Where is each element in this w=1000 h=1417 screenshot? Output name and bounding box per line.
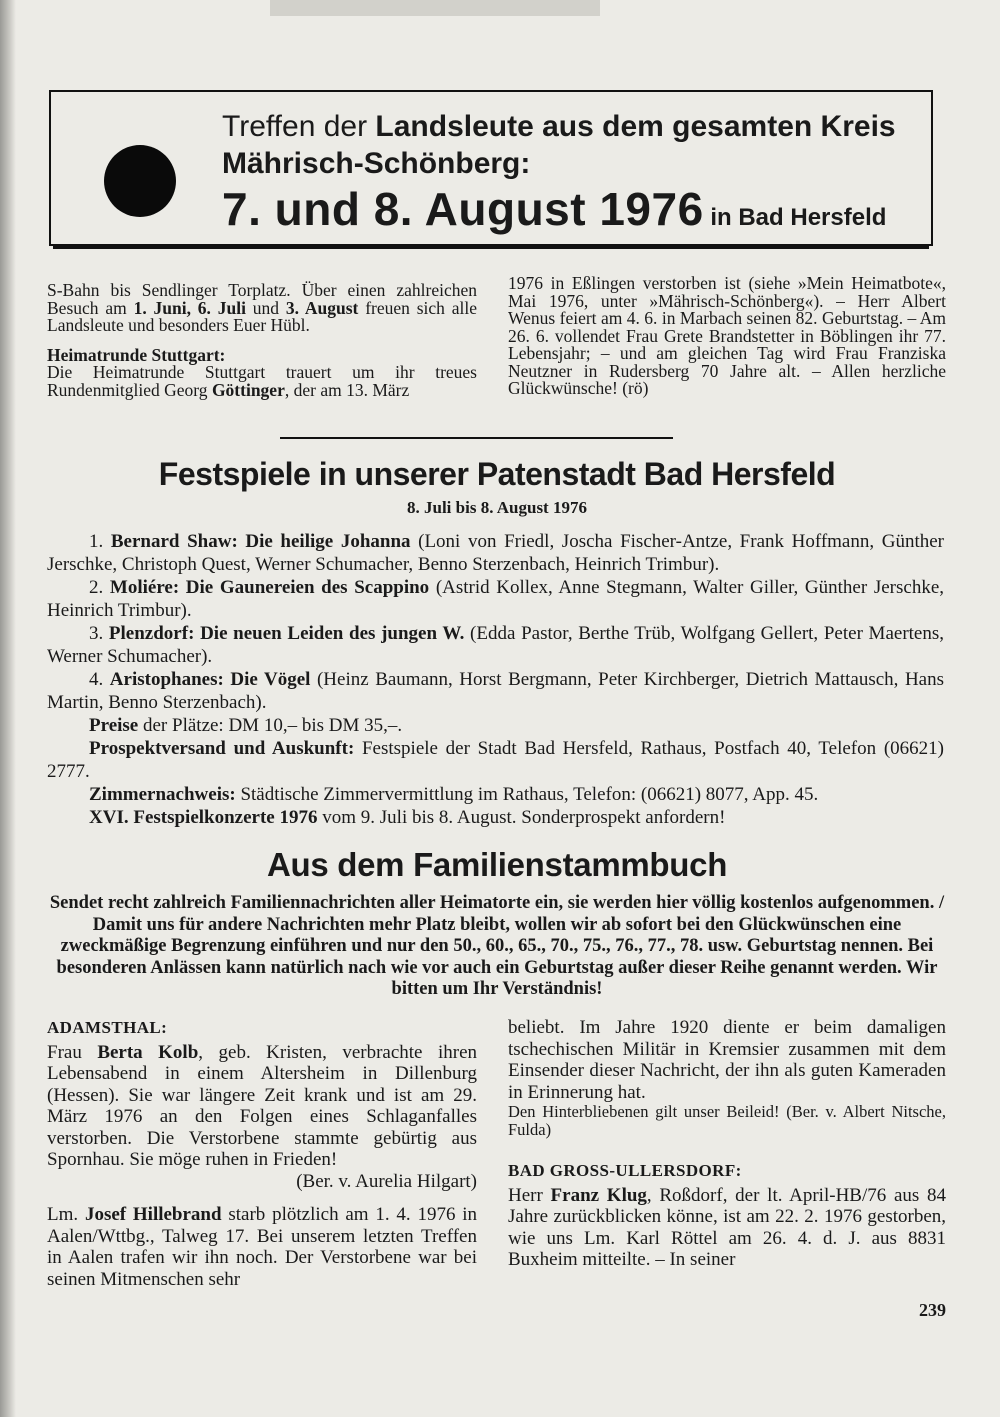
familienstammbuch-intro: Sendet recht zahlreich Familiennachrichten aller Heimatorte ein, sie werden hier völlig kostenlos aufgenommen. / Damit uns für andere Nachrichten mehr Platz bleibt, wollen wir ab sofort bei den Glückwünschen eine zweckmäßige Begrenzung einführen und nur den 50., 60., 65., 70., 75., 76., 77., 78. usw. Geburtstag nennen. Bei besonderen Anlässen kann natürlich nach wie vor auch ein Geburtstag außer dieser Reihe genannt werden. Wir bitten um Ihr Verständnis! — [49, 893, 945, 999]
kolb-notice: Frau Berta Kolb, geb. Kristen, verbrachte ihren Lebensabend in einem Altersheim in Dillenburg (Hessen). Sie war längere Zeit krank und ist am 29. März 1976 an den Folgen eines Schlaganfalles verstorben. Die Verstorbene stammte gebürtig aus Spornhau. Sie möge ruhen in Frieden! — [47, 1041, 477, 1170]
festspiele-dates: 8. Juli bis 8. August 1976 — [407, 498, 587, 517]
festspiele-title: Festspiele in unserer Patenstadt Bad Hersfeld — [158, 456, 836, 492]
hillebrand-continued: beliebt. Im Jahre 1920 diente er beim damaligen tschechischen Militär in Kremsier zusammen mit dem Einsender dieser Nachricht, der ihn als guten Kameraden in Erinnerung hat. — [508, 1017, 946, 1103]
place-heading-bad-gross-ullersdorf: BAD GROSS-ULLERSDORF: — [508, 1161, 742, 1180]
zimmer-line: Zimmernachweis: Städtische Zimmervermittlung im Rathaus, Telefon: (06621) 8077, App. 45. — [89, 784, 819, 805]
play-item: 1. Bernard Shaw: Die heilige Johanna (Loni von Friedl, Joscha Fischer-Antze, Frank Hoffmann, Günther Jerschke, Christoph Quest, Werner Schumacher, Benno Sterzenbach, Heinrich Trimbur). — [47, 531, 944, 575]
top-left-column — [47, 282, 477, 399]
announcement-line-2: Mährisch-Schönberg: — [222, 147, 531, 180]
familienstammbuch-title: Aus dem Familienstammbuch — [266, 846, 728, 883]
play-item: 2. Moliére: Die Gaunereien des Scappino (Astrid Kollex, Anne Stegmann, Walter Giller, Günther Jerschke, Heinrich Trimbur). — [47, 577, 944, 621]
page-number: 239 — [919, 1300, 946, 1320]
top-right-paragraph: 1976 in Eßlingen verstorben ist (siehe »Mein Heimatbote«, Mai 1976, unter »Mährisch-Schönberg«). – Herr Albert Wenus feiert am 4. 6. in Marbach seinen 82. Geburtstag. – Am 26. 6. vollendet Frau Grete Brandstetter in Böblingen ihr 77. Lebensjahr; – und am gleichen Tag wird Frau Franziska Neutzner in Rudersberg 70 Jahre alt. – Allen herzliche Glückwünsche! (rö) — [508, 273, 946, 398]
prices-line: Preise der Plätze: DM 10,– bis DM 35,–. — [89, 715, 403, 736]
sbahn-paragraph: S-Bahn bis Sendlinger Torplatz. Über einen zahlreichen Besuch am 1. Juni, 6. Juli und 3. August freuen sich alle Landsleute und besonders Euer Hübl. — [47, 280, 478, 335]
left-column — [47, 1017, 477, 1290]
announcement-box — [49, 90, 933, 246]
heimatrunde-paragraph: Die Heimatrunde Stuttgart trauert um ihr treues Rundenmitglied Georg Göttinger, der am 13. März — [47, 362, 477, 400]
hillebrand-notice: Lm. Josef Hillebrand starb plötzlich am 1. 4. 1976 in Aalen/Wttbg., Talweg 17. Bei unserem letzten Treffen in Aalen trafen wir ihn noch. Der Verstorbene war bei seinen Mitmenschen sehr — [47, 1204, 478, 1290]
kolb-signoff: (Ber. v. Aurelia Hilgart) — [296, 1170, 477, 1192]
play-item: 4. Aristophanes: Die Vögel (Heinz Baumann, Horst Bergmann, Peter Kirchberger, Dietrich Mattausch, Hans Martin, Benno Sterzenbach). — [47, 669, 944, 713]
play-item: 3. Plenzdorf: Die neuen Leiden des jungen W. (Edda Pastor, Berthe Trüb, Wolfgang Gellert, Peter Maertens, Werner Schumacher). — [47, 623, 945, 667]
announcement-line-1: Treffen der Landsleute aus dem gesamten Kreis — [222, 110, 896, 143]
heimatrunde-heading: Heimatrunde Stuttgart: — [47, 344, 226, 365]
top-right-column — [508, 275, 946, 398]
festspiele-list — [47, 530, 944, 829]
page-binding-shadow — [0, 0, 16, 1417]
prospekt-line: Prospektversand und Auskunft: Festspiele der Stadt Bad Hersfeld, Rathaus, Postfach 40, Telefon (06621) 2777. — [47, 738, 944, 782]
previous-page-residue — [270, 0, 600, 16]
konzerte-line: XVI. Festspielkonzerte 1976 vom 9. Juli bis 8. August. Sonderprospekt anfordern! — [89, 807, 726, 828]
announcement-date: 7. und 8. August 1976 in Bad Hersfeld — [222, 183, 887, 235]
place-heading-adamsthal: ADAMSTHAL: — [47, 1018, 168, 1037]
bullet-dot-icon — [104, 145, 176, 217]
klug-notice: Herr Franz Klug, Roßdorf, der lt. April-HB/76 aus 84 Jahre zurückblicken könne, ist am 22. 2. 1976 gestorben, wie uns Lm. Karl Röttel am 26. 4. d. J. aus 8831 Buxheim mitteilte. – In seiner — [508, 1184, 947, 1270]
condolence-line: Den Hinterbliebenen gilt unser Beileid! (Ber. v. Albert Nitsche, Fulda) — [508, 1102, 946, 1139]
section-divider — [280, 437, 673, 439]
right-column — [508, 1017, 946, 1271]
